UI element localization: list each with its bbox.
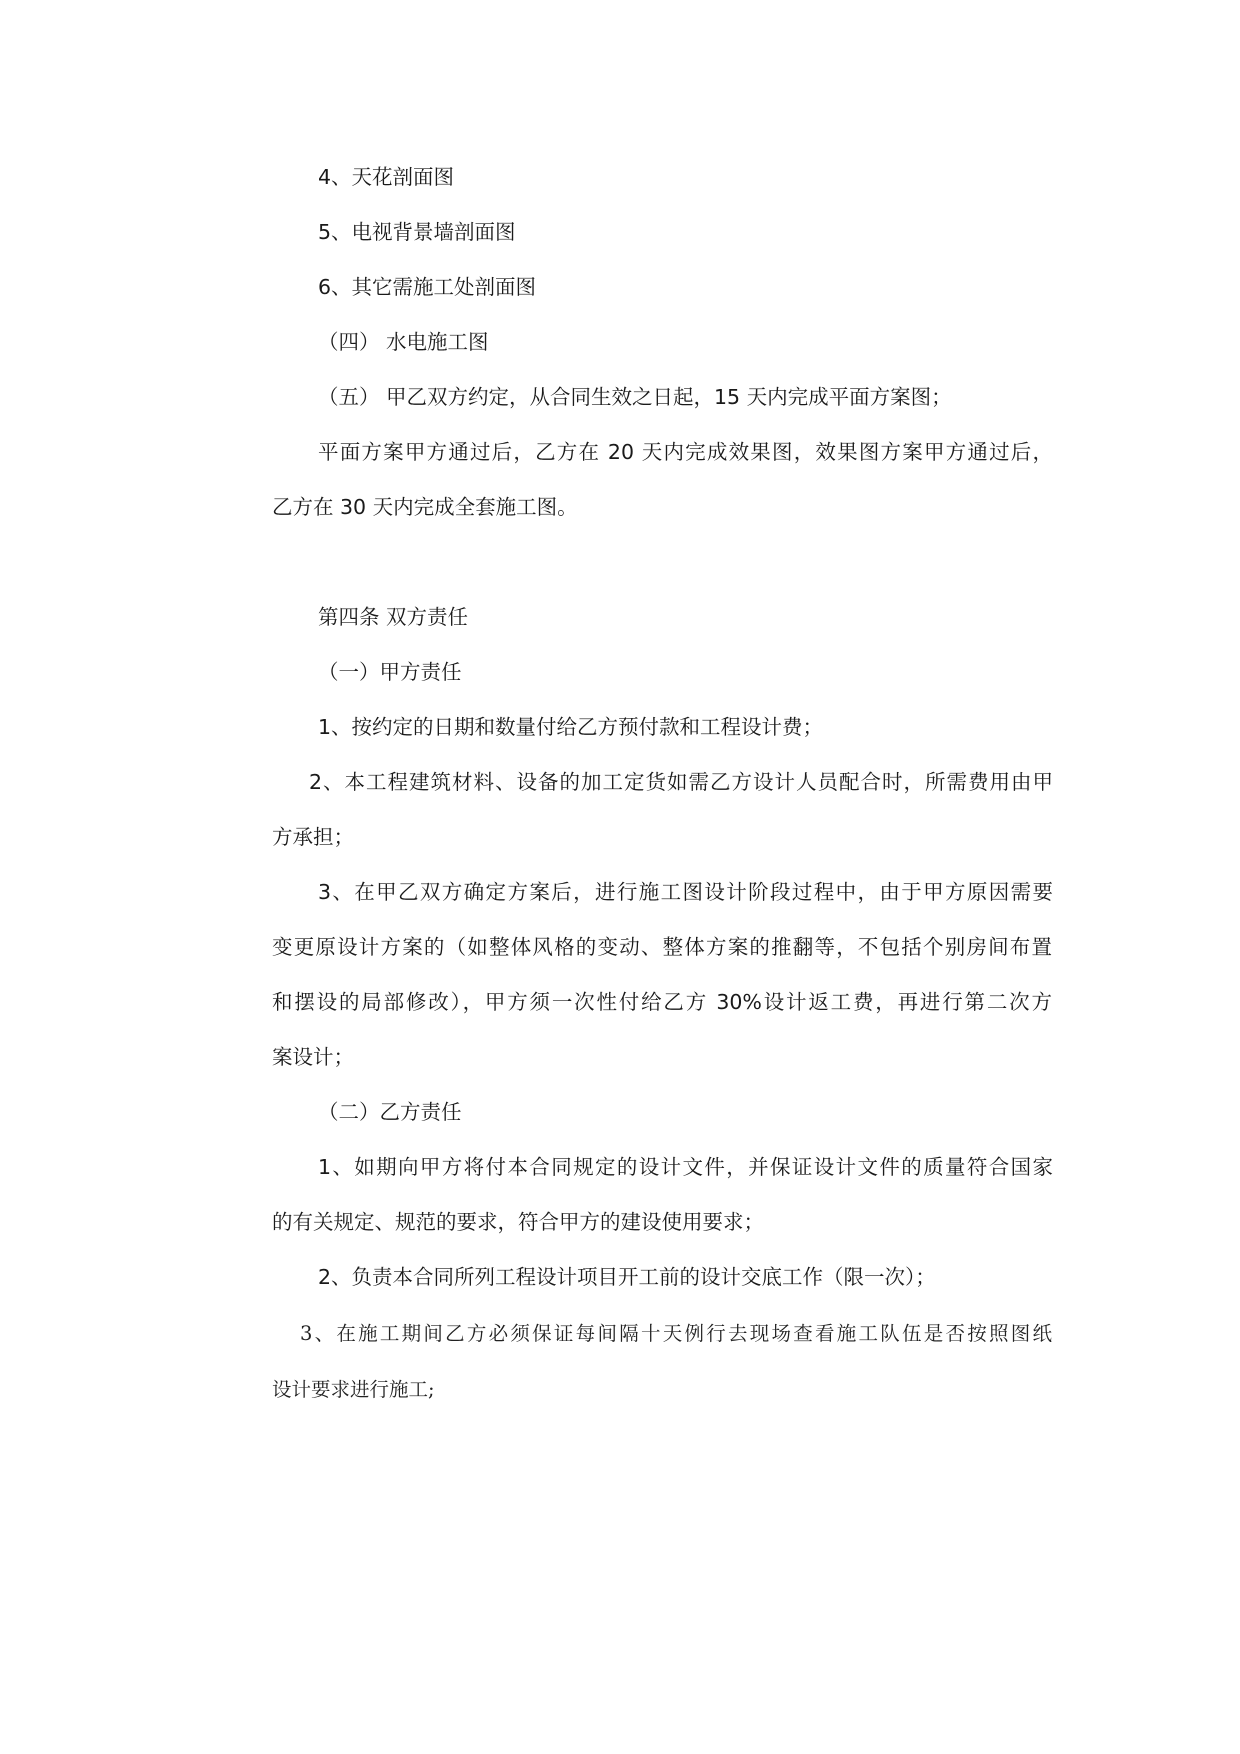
subsection-heading-party-b: （二）乙方责任 [318,1100,462,1124]
list-item: 1、如期向甲方将付本合同规定的设计文件，并保证设计文件的质量符合国家 [318,1155,1053,1179]
list-item: 2、负责本合同所列工程设计项目开工前的设计交底工作（限一次）； [318,1265,936,1289]
list-item-ceiling-section: 4、天花剖面图 [318,165,455,189]
paragraph-line: 平面方案甲方通过后，乙方在 20 天内完成效果图，效果图方案甲方通过后， [318,440,1053,464]
item-plumbing-electrical: （四） 水电施工图 [318,330,489,354]
section-heading: 第四条 双方责任 [318,605,469,629]
list-item: 3、在甲乙双方确定方案后，进行施工图设计阶段过程中，由于甲方原因需要 [318,880,1053,904]
paragraph-line: 乙方在 30 天内完成全套施工图。 [272,495,578,519]
list-item: 3、在施工期间乙方必须保证每间隔十天例行去现场查看施工队伍是否按照图纸 [300,1322,1052,1345]
paragraph-line: 设计要求进行施工; [272,1378,435,1401]
paragraph-line: 变更原设计方案的（如整体风格的变动、整体方案的推翻等，不包括个别房间布置 [272,935,1052,959]
list-item: 1、按约定的日期和数量付给乙方预付款和工程设计费； [318,715,824,739]
list-item-other-section: 6、其它需施工处剖面图 [318,275,537,299]
paragraph-line: 方承担； [272,825,354,849]
paragraph-line: 案设计； [272,1045,354,1069]
paragraph-line: 的有关规定、规范的要求，符合甲方的建设使用要求； [272,1210,764,1234]
item-agreement: （五） 甲乙双方约定，从合同生效之日起，15 天内完成平面方案图； [318,385,952,409]
paragraph-line: 和摆设的局部修改），甲方须一次性付给乙方 30%设计返工费，再进行第二次方 [272,990,1052,1014]
list-item-tv-wall-section: 5、电视背景墙剖面图 [318,220,516,244]
list-item: 2、本工程建筑材料、设备的加工定货如需乙方设计人员配合时，所需费用由甲 [309,770,1053,794]
subsection-heading-party-a: （一）甲方责任 [318,660,462,684]
